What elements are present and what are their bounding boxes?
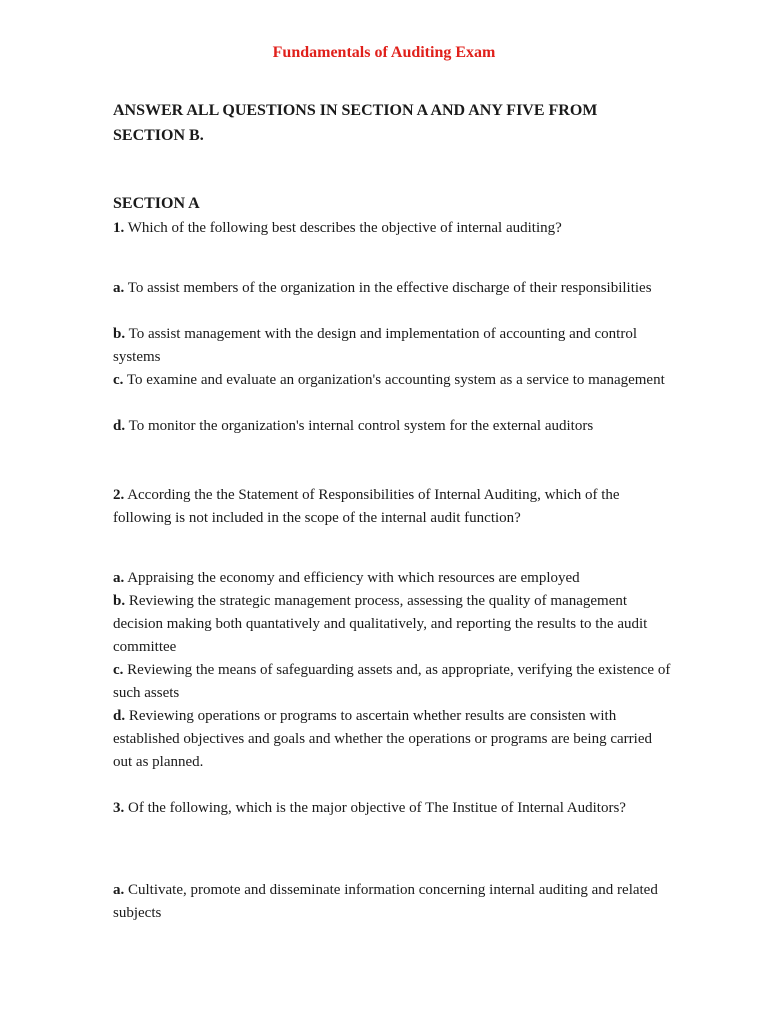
question-1-option-b xyxy=(113,323,673,369)
option-text: To monitor the organization's internal control system for the external auditors xyxy=(128,418,594,434)
page-title: Fundamentals of Auditing Exam xyxy=(272,44,496,61)
option-letter: b. xyxy=(113,326,126,342)
question-3 xyxy=(113,797,673,820)
option-text: Reviewing the strategic management process, assessing the quality of management decision making both quantatively and qualitatively, and reporting the results to the audit committee xyxy=(113,593,648,655)
question-2-option-c xyxy=(113,659,673,705)
question-1-option-c xyxy=(113,369,673,392)
question-1-option-a xyxy=(113,277,673,300)
question-number: 3. xyxy=(113,800,125,816)
option-text: To assist members of the organization in the effective discharge of their responsibilities xyxy=(127,280,652,296)
question-2-option-b xyxy=(113,590,673,659)
question-text: Of the following, which is the major objective of The Institue of Internal Auditors? xyxy=(128,800,626,816)
section-heading: SECTION A xyxy=(113,195,200,212)
question-2-option-d xyxy=(113,705,673,774)
question-text: Which of the following best describes the objective of internal auditing? xyxy=(127,220,562,236)
option-letter: c. xyxy=(113,662,124,678)
option-letter: d. xyxy=(113,418,126,434)
question-2 xyxy=(113,484,673,530)
option-letter: a. xyxy=(113,280,125,296)
option-letter: a. xyxy=(113,882,125,898)
option-text: Cultivate, promote and disseminate information concerning internal auditing and related subjects xyxy=(113,882,658,921)
option-text: Appraising the economy and efficiency with which resources are employed xyxy=(127,570,580,586)
option-text: Reviewing the means of safeguarding assets and, as appropriate, verifying the existence of such assets xyxy=(113,662,671,701)
question-number: 1. xyxy=(113,220,125,236)
question-1-option-d xyxy=(113,415,673,438)
question-1 xyxy=(113,217,673,240)
question-number: 2. xyxy=(113,487,125,503)
question-3-option-a xyxy=(113,879,673,925)
option-letter: b. xyxy=(113,593,126,609)
question-2-option-a xyxy=(113,567,673,590)
option-text: To examine and evaluate an organization's accounting system as a service to management xyxy=(126,372,665,388)
exam-instructions: ANSWER ALL QUESTIONS IN SECTION A AND ANY FIVE FROM SECTION B. xyxy=(113,102,598,144)
option-letter: c. xyxy=(113,372,124,388)
option-letter: d. xyxy=(113,708,126,724)
option-text: To assist management with the design and implementation of accounting and control systems xyxy=(113,326,637,365)
option-text: Reviewing operations or programs to ascertain whether results are consisten with established objectives and goals and whether the operations or programs are being carried out as planned. xyxy=(113,708,652,770)
question-text: According the the Statement of Responsibilities of Internal Auditing, which of the following is not included in the scope of the internal audit function? xyxy=(113,487,620,526)
option-letter: a. xyxy=(113,570,125,586)
